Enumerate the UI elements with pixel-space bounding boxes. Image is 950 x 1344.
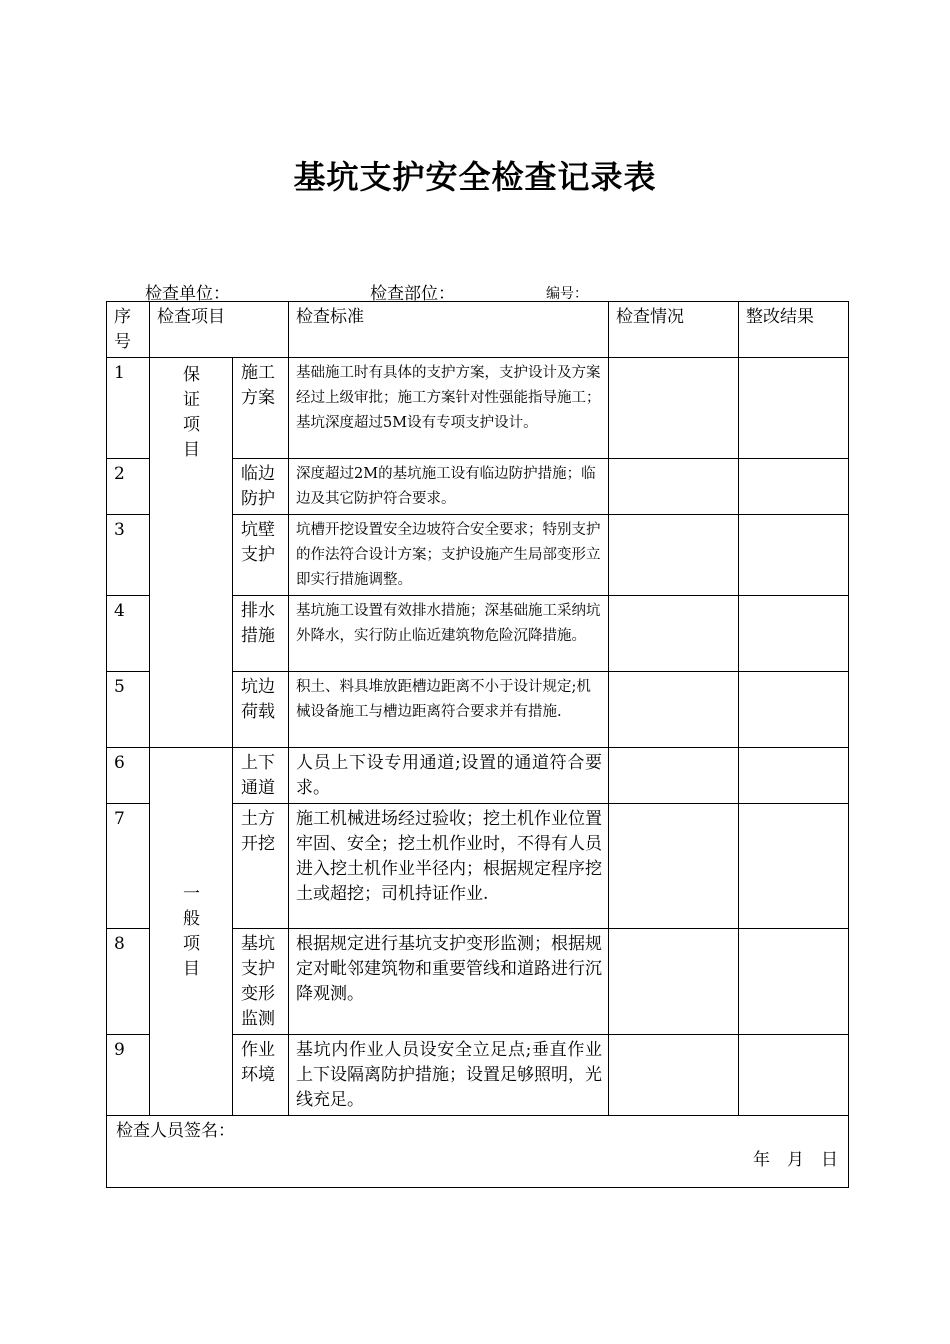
row-number: 6 [107,748,150,804]
row-number: 2 [107,459,150,515]
row-item: 施工方案 [233,358,289,459]
row-situation-cell[interactable] [609,515,739,596]
row-situation-cell[interactable] [609,804,739,929]
inspection-unit-label: 检查单位： [145,284,230,304]
inspection-table [106,301,849,1188]
signature-row [107,1116,849,1188]
row-number: 5 [107,672,150,748]
row-result-cell[interactable] [739,515,849,596]
row-situation-cell[interactable] [609,929,739,1035]
row-standard: 深度超过2M的基坑施工设有临边防护措施；临边及其它防护符合要求。 [289,459,609,515]
row-result-cell[interactable] [739,1035,849,1116]
group-guarantee: 保证项目 [150,358,233,748]
table-row [107,748,849,804]
row-standard: 基坑内作业人员设安全立足点;垂直作业上下设隔离防护措施；设置足够照明，光线充足。 [289,1035,609,1116]
row-result-cell[interactable] [739,804,849,929]
row-number: 4 [107,596,150,672]
row-result-cell[interactable] [739,748,849,804]
header-seq: 序号 [107,302,150,358]
row-result-cell[interactable] [739,672,849,748]
signature-label: 检查人员签名： [116,1121,235,1141]
row-result-cell[interactable] [739,929,849,1035]
row-result-cell[interactable] [739,596,849,672]
page-title: 基坑支护安全检查记录表 [293,158,657,196]
row-standard: 坑槽开挖设置安全边坡符合安全要求；特别支护的作法符合设计方案；支护设施产生局部变形立即实行措施调整。 [289,515,609,596]
row-standard: 基坑施工设置有效排水措施；深基础施工采纳坑外降水，实行防止临近建筑物危险沉降措施。 [289,596,609,672]
row-number: 9 [107,1035,150,1116]
row-situation-cell[interactable] [609,672,739,748]
header-standard: 检查标准 [289,302,609,358]
header-result: 整改结果 [739,302,849,358]
row-standard: 基础施工时有具体的支护方案，支护设计及方案经过上级审批；施工方案针对性强能指导施工；基坑深度超过5M设有专项支护设计。 [289,358,609,459]
row-situation-cell[interactable] [609,459,739,515]
row-item: 坑壁支护 [233,515,289,596]
inspection-position-label: 检查部位： [370,284,455,304]
table-header-row [107,302,849,358]
row-standard: 施工机械进场经过验收；挖土机作业位置牢固、安全；挖土机作业时，不得有人员进入挖土机作业半径内；根据规定程序挖土或超挖；司机持证作业. [289,804,609,929]
row-item: 作业环境 [233,1035,289,1116]
row-item: 土方开挖 [233,804,289,929]
row-number: 7 [107,804,150,929]
row-standard: 根据规定进行基坑支护变形监测；根据规定对毗邻建筑物和重要管线和道路进行沉降观测。 [289,929,609,1035]
group-general: 一般项目 [150,748,233,1116]
row-situation-cell[interactable] [609,358,739,459]
row-standard: 人员上下设专用通道;设置的通道符合要求。 [289,748,609,804]
date-label: 年 月 日 [753,1150,838,1170]
row-standard: 积土、料具堆放距槽边距离不小于设计规定;机械设备施工与槽边距离符合要求并有措施. [289,672,609,748]
row-item: 上下通道 [233,748,289,804]
row-item: 临边防护 [233,459,289,515]
row-result-cell[interactable] [739,358,849,459]
row-situation-cell[interactable] [609,596,739,672]
row-number: 8 [107,929,150,1035]
row-number: 1 [107,358,150,459]
header-situation: 检查情况 [609,302,739,358]
row-situation-cell[interactable] [609,1035,739,1116]
signature-cell[interactable] [107,1116,849,1188]
row-item: 排水措施 [233,596,289,672]
record-number-label: 编号： [546,286,588,302]
table-row [107,358,849,459]
row-item: 坑边荷载 [233,672,289,748]
row-result-cell[interactable] [739,459,849,515]
row-situation-cell[interactable] [609,748,739,804]
row-number: 3 [107,515,150,596]
row-item: 基坑支护变形监测 [233,929,289,1035]
header-item: 检查项目 [150,302,289,358]
